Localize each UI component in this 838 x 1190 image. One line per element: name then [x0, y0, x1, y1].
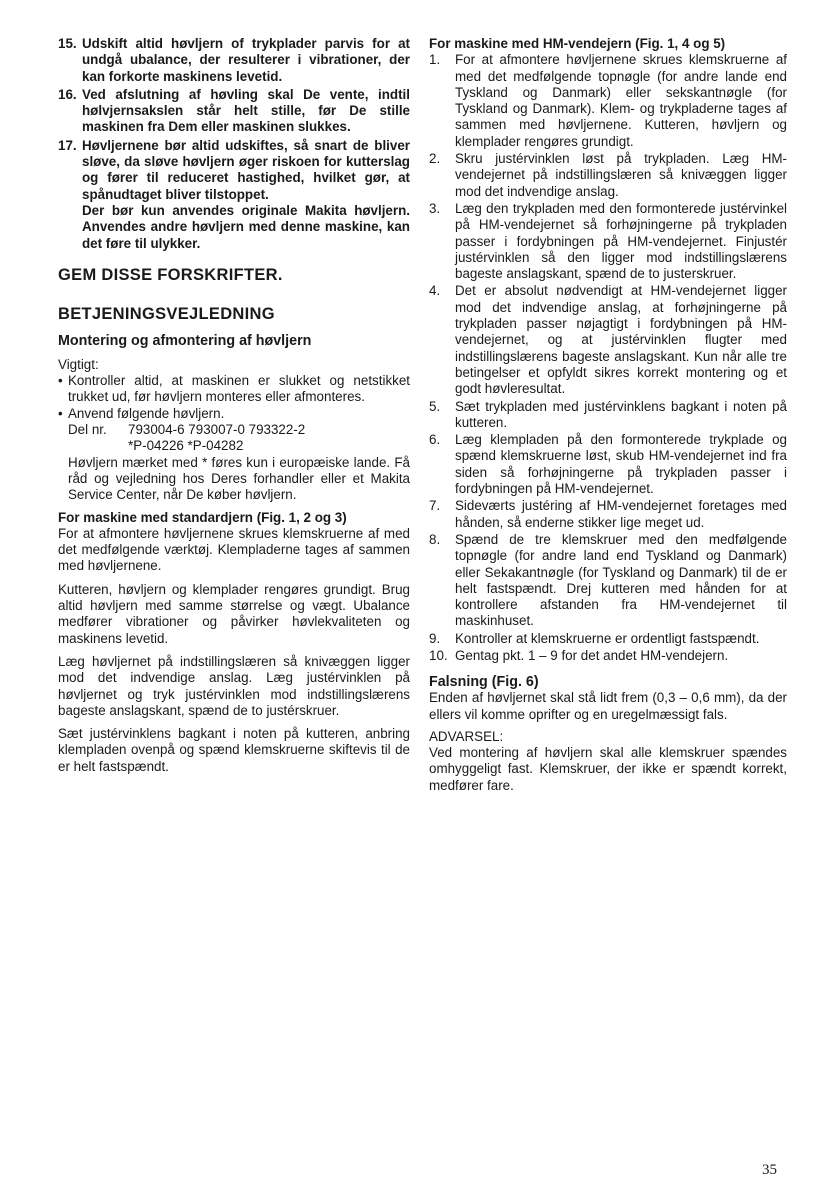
parts-row — [68, 438, 410, 454]
page-number: 35 — [762, 1162, 777, 1178]
step-item — [429, 151, 787, 200]
paragraph: Læg høvljernet på indstillingslæren så knivæggen ligger mod det indvendige anslag. Læg justérvinklen på høvljernet og tryk justérvinklen mod indstillingslærens bageste anslagskant, spænd de to justérskruer. — [58, 653, 410, 718]
step-text: For at afmontere høvljernene skrues klemskruerne af med det medfølgende topnøgle (for andre lande end Tyskland og Danmark) eller sekskantnøgle (for Tyskland og Danmark). Klem- og trykpladerne tages af sammen med høvljernene. Kutteren, høvljern og klemplader rengøres grundigt. — [455, 52, 787, 149]
item-text: Ved afslutning af høvling skal De vente, indtil hølvjernsakslen står helt stille, før De stille maskinen fra Dem eller maskinen slukkes. — [82, 86, 410, 135]
item-number: 16. — [58, 86, 77, 102]
step-number: 6. — [429, 432, 441, 448]
heading-save-instructions: GEM DISSE FORSKRIFTER. — [58, 265, 283, 284]
step-number: 7. — [429, 498, 441, 514]
bullet-icon: • — [58, 405, 63, 421]
item-text-2: Der bør kun anvendes originale Makita høvljern. Anvendes andre høvljern med denne maskine, kan det føre til ulykker. — [82, 202, 410, 251]
bullet-item — [58, 406, 410, 422]
item-number: 15. — [58, 36, 77, 51]
step-item — [429, 283, 787, 397]
step-number: 10. — [429, 647, 448, 663]
bullet-item — [58, 373, 410, 406]
step-item — [429, 631, 787, 647]
part-numbers: *P-04226 *P-04282 — [128, 438, 244, 454]
bullet-icon: • — [58, 373, 63, 389]
step-number: 9. — [429, 630, 441, 646]
step-number: 3. — [429, 200, 441, 216]
heading-standard-blades: For maskine med standardjern (Fig. 1, 2 og 3) — [58, 509, 347, 525]
step-text: Spænd de tre klemskruer med den medfølgende topnøgle (for andre land end Tyskland og Danmark) eller Sekakantnøgle (for Tyskland og Danmark) til de er helt fastspændt. Drej kutteren med hånden for at kontrollere afstanden fra HM-vendejernet til maskinhuset. — [455, 531, 787, 629]
item-number: 17. — [58, 137, 77, 153]
step-item — [429, 648, 787, 664]
heading-rabbeting: Falsning (Fig. 6) — [429, 674, 539, 691]
paragraph: Kutteren, høvljern og klemplader rengøres grundigt. Brug altid høvljern med samme størrelse og vægt. Ubalance medfører vibrationer og påvirker høvlekvaliteten og maskinens levetid. — [58, 581, 410, 646]
safety-item-15 — [58, 36, 410, 85]
step-item — [429, 201, 787, 282]
safety-item-17 — [58, 138, 410, 252]
heading-hm-blades: For maskine med HM-vendejern (Fig. 1, 4 og 5) — [429, 36, 726, 51]
step-item — [429, 532, 787, 630]
step-text: Sæt trykpladen med justérvinklens bagkant i noten på kutteren. — [455, 398, 787, 430]
step-item — [429, 432, 787, 497]
important-label: Vigtigt: — [58, 356, 99, 372]
step-text: Gentag pkt. 1 – 9 for det andet HM-vendejern. — [455, 647, 729, 663]
left-column — [58, 36, 410, 775]
item-text: Udskift altid høvljern of trykplader parvis for at undgå ubalance, der resulterer i vibrationer, der kan forkorte maskinens levetid. — [82, 36, 410, 84]
step-number: 2. — [429, 151, 441, 167]
step-number: 5. — [429, 398, 441, 414]
parts-row — [68, 422, 410, 438]
step-text: Skru justérvinklen løst på trykpladen. Læg HM-vendejernet på indstillingslæren så knivæggen ligger mod det indvendige anslag. — [455, 151, 787, 199]
bullet-text: Anvend følgende høvljern. — [68, 405, 225, 421]
step-item — [429, 399, 787, 432]
item-text: Høvljernene bør altid udskiftes, så snart de bliver sløve, da sløve høvljern øger riskoen for kutterslag og fører til reduceret hastighed, hvilket gør, at spånudtaget bliver tilstoppet. — [82, 137, 410, 202]
heading-operating-manual: BETJENINGSVEJLEDNING — [58, 304, 275, 323]
warning-text: Ved montering af høvljern skal alle klemskruer spændes omhyggeligt fast. Klemskruer, der ikke er spændt korrekt, medfører fare. — [429, 745, 787, 793]
part-numbers: 793004-6 793007-0 793322-2 — [128, 422, 306, 438]
part-number-label: Del nr. — [68, 422, 107, 438]
paragraph: Sæt justérvinklens bagkant i noten på kutteren, anbring klempladen ovenpå og spænd klemskruerne skiftevis til de er helt fastspændt. — [58, 726, 410, 774]
paragraph: Enden af høvljernet skal stå lidt frem (0,3 – 0,6 mm), da der ellers vil komme oprifter og en uregelmæssigt fals. — [429, 690, 787, 722]
step-text: Det er absolut nødvendigt at HM-vendejernet ligger mod det indvendige anslag, at forhøjningerne på trykpladen passer nøjagtigt i fordybningen på HM-vendejernet, og at justérvinklen flugter med indstillingslærens bageste anslagskant. Kun når alle tre betingelser et opfyldt sikres korrekt montering og et godt høvleresultat. — [455, 283, 787, 397]
step-item — [429, 498, 787, 531]
paragraph: For at afmontere høvljernene skrues klemskruerne af med det medfølgende værktøj. Klempladerne tages af sammen med høvljernene. — [58, 525, 410, 574]
right-column — [429, 36, 787, 794]
step-text: Sideværts justéring af HM-vendejernet foretages med hånden, så enderne stikker lige meget ud. — [455, 498, 787, 530]
step-number: 4. — [429, 283, 441, 299]
step-item — [429, 52, 787, 150]
step-number: 1. — [429, 52, 441, 68]
heading-mounting: Montering og afmontering af høvljern — [58, 332, 312, 349]
step-text: Kontroller at klemskruerne er ordentligt fastspændt. — [455, 630, 760, 646]
warning-label: ADVARSEL: — [429, 728, 504, 744]
step-number: 8. — [429, 531, 441, 547]
bullet-text: Kontroller altid, at maskinen er slukket og netstikket trukket ud, før høvljern monteres eller afmonteres. — [68, 373, 410, 405]
step-text: Læg klempladen på den formonterede trykplade og spænd klemskruerne løst, skub HM-vendejernet ind fra siden så forhøjningerne på trykpladen passer i fordybningen på HM-vendejernet. — [455, 432, 787, 497]
parts-note: Høvljern mærket med * føres kun i europæiske lande. Få råd og vejledning hos Deres forhandler eller et Makita Service Center, når De køber høvljern. — [68, 454, 410, 503]
safety-item-16 — [58, 87, 410, 136]
step-text: Læg den trykpladen med den formonterede justérvinkel på HM-vendejernet så forhøjningerne på trykpladen passer i fordybningen på HM-vendejernet. Finjustér justérvinklen så den ligger mod indstillingslærens bageste anslagskant, spænd de to justerskruer. — [455, 200, 787, 282]
